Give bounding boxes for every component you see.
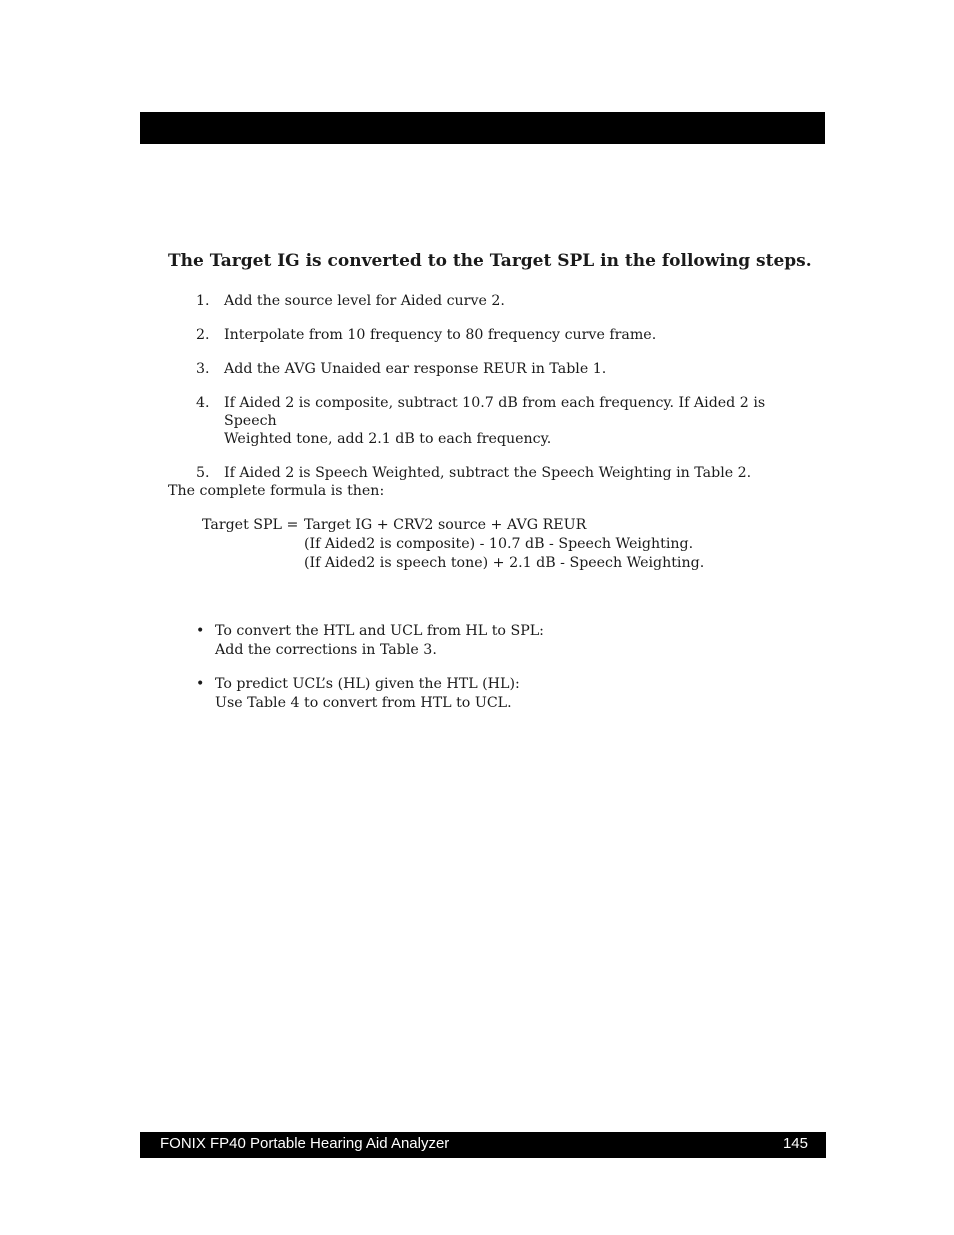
list-item	[196, 675, 544, 713]
steps-list	[196, 292, 806, 498]
list-item	[196, 326, 806, 344]
bullet-icon: •	[196, 623, 205, 639]
formula-line: (If Aided2 is composite) - 10.7 dB - Speech Weighting.	[304, 536, 694, 552]
bullet-icon: •	[196, 676, 205, 692]
step-text: If Aided 2 is Speech Weighted, subtract the Speech Weighting in Table 2.	[224, 465, 752, 481]
list-item	[196, 360, 806, 378]
step-text: Add the source level for Aided curve 2.	[224, 293, 505, 309]
list-item	[196, 464, 806, 482]
formula-label: Target SPL =	[202, 517, 299, 533]
formula-intro: The complete formula is then:	[168, 483, 385, 499]
step-text-continued: Weighted tone, add 2.1 dB to each frequency.	[224, 431, 552, 447]
step-number: 5.	[196, 465, 210, 481]
step-number: 3.	[196, 361, 210, 377]
step-text: If Aided 2 is composite, subtract 10.7 dB from each frequency. If Aided 2 is Speech	[224, 395, 766, 429]
step-number: 1.	[196, 293, 210, 309]
footer-title: FONIX FP40 Portable Hearing Aid Analyzer	[160, 1135, 450, 1152]
page-number: 145	[782, 1135, 808, 1152]
footer-bar	[140, 1132, 826, 1158]
appendix-title: Appendix H: Probe SPL Mode Description	[163, 147, 578, 172]
notes-list	[196, 622, 544, 728]
bullet-text: To predict UCL’s (HL) given the HTL (HL):	[215, 676, 520, 692]
bullet-text-continued: Add the corrections in Table 3.	[215, 642, 437, 658]
list-item	[196, 394, 806, 448]
appendix-header-bar	[140, 112, 825, 172]
section-heading: The Target IG is converted to the Target SPL in the following steps.	[168, 251, 812, 271]
step-text: Interpolate from 10 frequency to 80 frequency curve frame.	[224, 327, 657, 343]
list-item	[196, 622, 544, 660]
formula-line: Target IG + CRV2 source + AVG REUR	[304, 517, 587, 533]
bullet-text-continued: Use Table 4 to convert from HTL to UCL.	[215, 695, 512, 711]
bullet-text: To convert the HTL and UCL from HL to SPL:	[215, 623, 544, 639]
formula-terms	[304, 516, 704, 573]
step-number: 4.	[196, 395, 210, 411]
step-number: 2.	[196, 327, 210, 343]
list-item	[196, 292, 806, 310]
step-text: Add the AVG Unaided ear response REUR in Table 1.	[224, 361, 607, 377]
formula-line: (If Aided2 is speech tone) + 2.1 dB - Speech Weighting.	[304, 555, 705, 571]
